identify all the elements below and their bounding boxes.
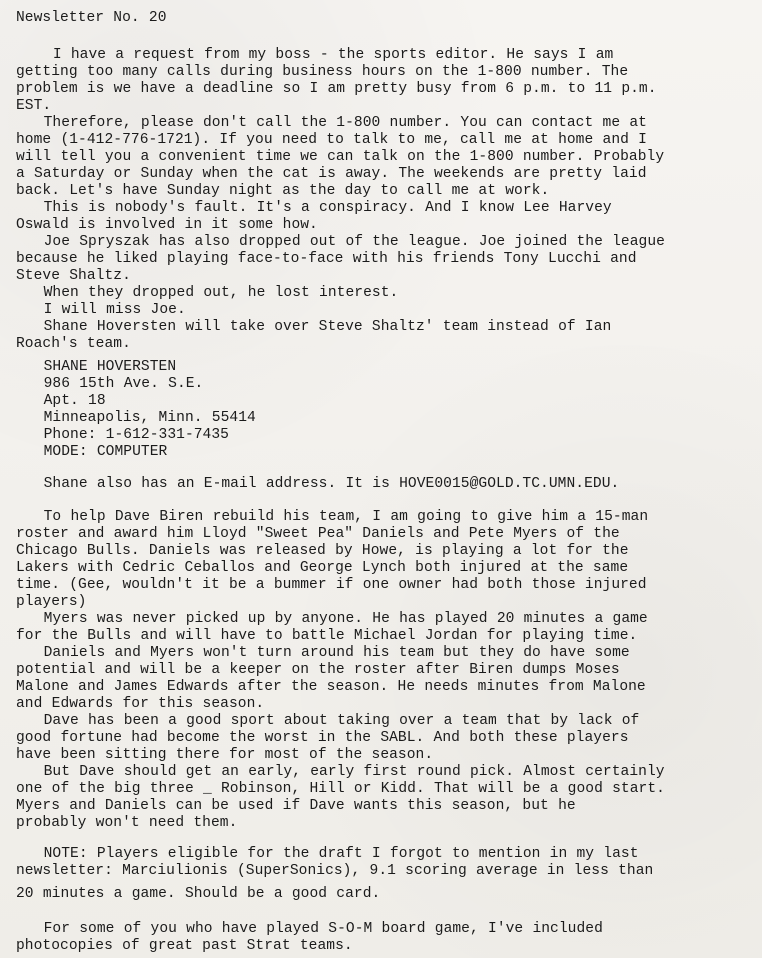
text-line: a Saturday or Sunday when the cat is away. The weekends are pretty laid — [16, 166, 647, 182]
newsletter-title: Newsletter No. 20 — [16, 10, 167, 26]
text-line: have been sitting there for most of the season. — [16, 747, 434, 763]
text-line: Chicago Bulls. Daniels was released by Howe, is playing a lot for the — [16, 543, 629, 559]
text-line: Oswald is involved in it some how. — [16, 217, 318, 233]
paragraph-miss-joe — [16, 302, 752, 319]
email-line: Shane also has an E-mail address. It is HOVE0015@GOLD.TC.UMN.EDU. — [16, 476, 620, 492]
text-line: getting too many calls during business hours on the 1-800 number. The — [16, 64, 629, 80]
text-line: Myers was never picked up by anyone. He has played 20 minutes a game — [16, 611, 648, 627]
paragraph-phone-instructions — [16, 115, 752, 200]
text-line: I have a request from my boss - the sports editor. He says I am — [16, 47, 614, 63]
text-line: Shane Hoversten will take over Steve Shaltz' team instead of Ian — [16, 319, 612, 335]
paragraph-dave-good-sport — [16, 713, 752, 764]
text-line: Joe Spryszak has also dropped out of the league. Joe joined the league — [16, 234, 665, 250]
text-line: for the Bulls and will have to battle Michael Jordan for playing time. — [16, 628, 638, 644]
address-city: Minneapolis, Minn. 55414 — [16, 410, 256, 426]
paragraph-conspiracy — [16, 200, 752, 234]
paragraph-shane-team — [16, 319, 752, 353]
text-line: home (1-412-776-1721). If you need to talk to me, call me at home and I — [16, 132, 647, 148]
text-line: Daniels and Myers won't turn around his team but they do have some — [16, 645, 630, 661]
text-line: photocopies of great past Strat teams. — [16, 938, 353, 954]
paragraph-daniels-myers — [16, 645, 752, 713]
text-line: one of the big three _ Robinson, Hill or Kidd. That will be a good start. — [16, 781, 665, 797]
text-line: will tell you a convenient time we can talk on the 1-800 number. Probably — [16, 149, 665, 165]
text-line: Therefore, please don't call the 1-800 number. You can contact me at — [16, 115, 647, 131]
text-line: and Edwards for this season. — [16, 696, 265, 712]
text-line: Roach's team. — [16, 336, 131, 352]
text-line: back. Let's have Sunday night as the day to call me at work. — [16, 183, 550, 199]
text-line: potential and will be a keeper on the roster after Biren dumps Moses — [16, 662, 620, 678]
text-line: roster and award him Lloyd "Sweet Pea" Daniels and Pete Myers of the — [16, 526, 620, 542]
paragraph-photocopies — [16, 921, 752, 955]
note-block — [16, 846, 752, 903]
text-line: Malone and James Edwards after the season. He needs minutes from Malone — [16, 679, 646, 695]
paragraph-boss-request — [16, 47, 752, 115]
email-line-block — [16, 476, 752, 493]
paragraph-myers — [16, 611, 752, 645]
text-line: Dave has been a good sport about taking over a team that by lack of — [16, 713, 640, 729]
paragraph-lost-interest — [16, 285, 752, 302]
address-phone: Phone: 1-612-331-7435 — [16, 427, 229, 443]
text-line: 20 minutes a game. Should be a good card. — [16, 886, 381, 902]
newsletter-document — [16, 10, 752, 955]
text-line: When they dropped out, he lost interest. — [16, 285, 399, 301]
text-line: good fortune had become the worst in the SABL. And both these players — [16, 730, 629, 746]
text-line: because he liked playing face-to-face with his friends Tony Lucchi and — [16, 251, 637, 267]
text-line: Lakers with Cedric Ceballos and George Lynch both injured at the same — [16, 560, 629, 576]
text-line: This is nobody's fault. It's a conspiracy. And I know Lee Harvey — [16, 200, 612, 216]
text-line: probably won't need them. — [16, 815, 238, 831]
text-line: For some of you who have played S-O-M board game, I've included — [16, 921, 603, 937]
paragraph-joe-dropped — [16, 234, 752, 285]
text-line: Steve Shaltz. — [16, 268, 131, 284]
text-line: To help Dave Biren rebuild his team, I am going to give him a 15-man — [16, 509, 649, 525]
address-block — [16, 359, 752, 461]
paragraph-dave-biren — [16, 509, 752, 611]
text-line: I will miss Joe. — [16, 302, 186, 318]
address-apartment: Apt. 18 — [16, 393, 106, 409]
text-line: But Dave should get an early, early first round pick. Almost certainly — [16, 764, 665, 780]
address-mode: MODE: COMPUTER — [16, 444, 168, 460]
text-line: time. (Gee, wouldn't it be a bummer if one owner had both those injured — [16, 577, 647, 593]
address-name: SHANE HOVERSTEN — [16, 359, 177, 375]
text-line: newsletter: Marciulionis (SuperSonics), 9.1 scoring average in less than — [16, 863, 654, 879]
text-line: Myers and Daniels can be used if Dave wants this season, but he — [16, 798, 576, 814]
paragraph-early-pick — [16, 764, 752, 832]
address-street: 986 15th Ave. S.E. — [16, 376, 204, 392]
text-line: EST. — [16, 98, 52, 114]
text-line: players) — [16, 594, 87, 610]
text-line: NOTE: Players eligible for the draft I forgot to mention in my last — [16, 846, 639, 862]
text-line: problem is we have a deadline so I am pretty busy from 6 p.m. to 11 p.m. — [16, 81, 657, 97]
